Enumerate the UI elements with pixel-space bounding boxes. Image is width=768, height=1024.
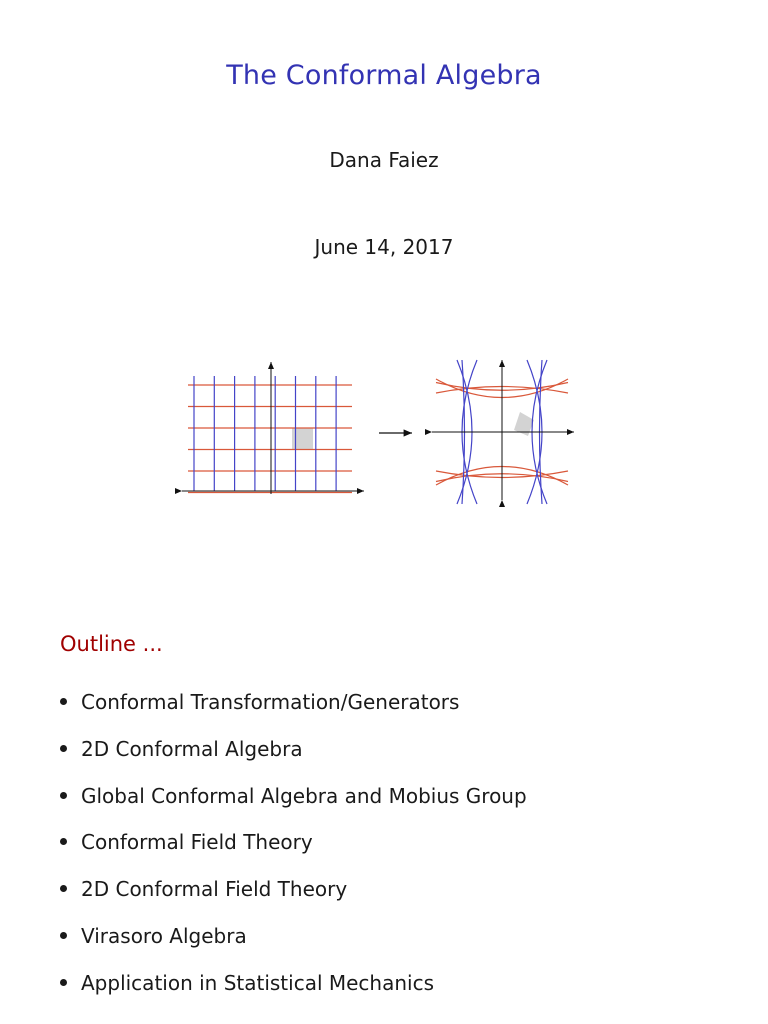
list-item-text: Virasoro Algebra [81,923,247,948]
bullet-icon [60,838,67,845]
bullet-icon [60,885,67,892]
list-item [60,877,527,924]
outline-list [60,690,527,1018]
bullet-icon [60,792,67,799]
bullet-icon [60,979,67,986]
presentation-date: June 14, 2017 [314,235,454,259]
bullet-icon [60,932,67,939]
list-item [60,830,527,877]
list-item [60,737,527,784]
list-item [60,971,527,1018]
list-item-text: Global Conformal Algebra and Mobius Group [81,783,527,808]
list-item-text: Application in Statistical Mechanics [81,970,435,995]
conformal-grid [432,360,574,504]
author-name: Dana Faiez [329,148,439,172]
bullet-icon [60,745,67,752]
rectangular-grid [182,362,364,494]
outline-heading: Outline ... [60,632,163,656]
list-item-text: Conformal Field Theory [81,830,313,855]
conformal-map-figure [174,350,594,510]
list-item [60,690,527,737]
list-item-text: 2D Conformal Field Theory [81,877,348,902]
list-item-text: Conformal Transformation/Generators [81,690,460,714]
list-item [60,924,527,971]
list-item [60,784,527,831]
list-item-text: 2D Conformal Algebra [81,736,303,761]
slide-title: The Conformal Algebra [226,60,542,91]
bullet-icon [60,698,67,705]
